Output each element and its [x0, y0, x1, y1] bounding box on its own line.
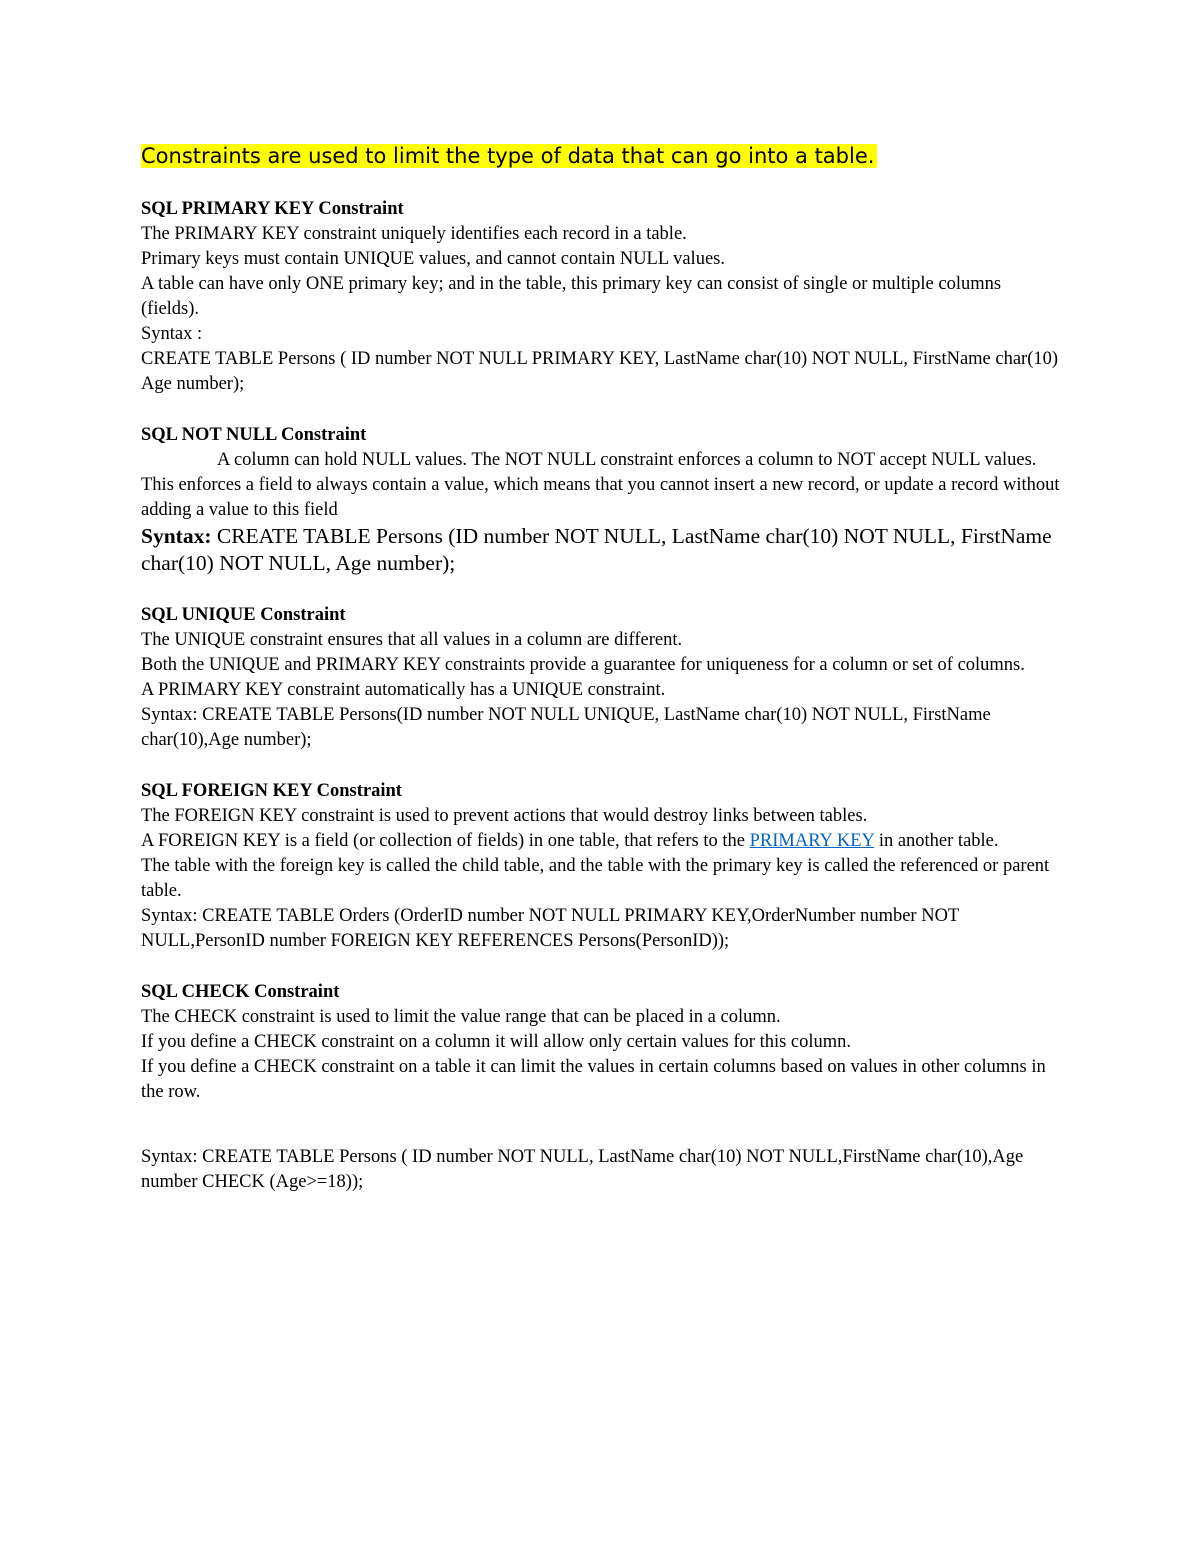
- primary-key-line-1: The PRIMARY KEY constraint uniquely identifies each record in a table.: [141, 224, 687, 244]
- foreign-key-line-2-after: in another table.: [874, 831, 999, 851]
- foreign-key-line-2-before: A FOREIGN KEY is a field (or collection of fields) in one table, that refers to the: [141, 831, 750, 851]
- foreign-key-heading: SQL FOREIGN KEY Constraint: [141, 781, 402, 801]
- unique-line-1: The UNIQUE constraint ensures that all values in a column are different.: [141, 630, 683, 650]
- unique-line-3: A PRIMARY KEY constraint automatically has a UNIQUE constraint.: [141, 680, 666, 700]
- not-null-heading: SQL NOT NULL Constraint: [141, 425, 367, 445]
- not-null-syntax-label: Syntax:: [141, 524, 212, 548]
- intro-line: [141, 141, 1061, 171]
- section-primary-key: [141, 197, 1061, 397]
- not-null-paragraph: A column can hold NULL values. The NOT NULL constraint enforces a column to NOT accept NULL values. This enforces a field to always contain a value, which means that you cannot insert a new record, or update a record without adding a value to this field: [141, 450, 1060, 520]
- primary-key-link[interactable]: PRIMARY KEY: [749, 831, 875, 851]
- section-not-null: [141, 423, 1061, 577]
- document-body: [141, 141, 1061, 1221]
- check-line-2: If you define a CHECK constraint on a column it will allow only certain values for this column.: [141, 1032, 852, 1052]
- highlighted-intro: Constraints are used to limit the type of data that can go into a table.: [141, 144, 877, 168]
- primary-key-syntax: CREATE TABLE Persons ( ID number NOT NULL PRIMARY KEY, LastName char(10) NOT NULL, FirstName char(10) Age number);: [141, 349, 1059, 394]
- not-null-syntax: [141, 523, 1061, 577]
- unique-line-2: Both the UNIQUE and PRIMARY KEY constraints provide a guarantee for uniqueness for a column or set of columns.: [141, 655, 1025, 675]
- unique-syntax: Syntax: CREATE TABLE Persons(ID number NOT NULL UNIQUE, LastName char(10) NOT NULL, FirstName char(10),Age number);: [141, 705, 991, 750]
- primary-key-line-3: A table can have only ONE primary key; and in the table, this primary key can consist of single or multiple columns (fields).: [141, 274, 1002, 319]
- unique-heading: SQL UNIQUE Constraint: [141, 605, 346, 625]
- primary-key-syntax-label: Syntax :: [141, 324, 203, 344]
- section-foreign-key: [141, 779, 1061, 954]
- primary-key-line-2: Primary keys must contain UNIQUE values, and cannot contain NULL values.: [141, 249, 725, 269]
- section-unique: [141, 603, 1061, 753]
- not-null-syntax-text: CREATE TABLE Persons (ID number NOT NULL, LastName char(10) NOT NULL, FirstName char(10) NOT NULL, Age number);: [141, 524, 1052, 575]
- foreign-key-line-2: [141, 829, 1061, 854]
- check-heading: SQL CHECK Constraint: [141, 982, 340, 1002]
- check-line-3: If you define a CHECK constraint on a table it can limit the values in certain columns based on values in other columns in the row.: [141, 1057, 1046, 1102]
- check-syntax: Syntax: CREATE TABLE Persons ( ID number NOT NULL, LastName char(10) NOT NULL,FirstName char(10),Age number CHECK (Age>=18));: [141, 1147, 1024, 1192]
- spacer: [141, 1105, 1061, 1145]
- primary-key-heading: SQL PRIMARY KEY Constraint: [141, 199, 404, 219]
- foreign-key-line-3: The table with the foreign key is called the child table, and the table with the primary key is called the referenced or parent table.: [141, 856, 1050, 901]
- section-check: [141, 980, 1061, 1195]
- foreign-key-syntax: Syntax: CREATE TABLE Orders (OrderID number NOT NULL PRIMARY KEY,OrderNumber number NOT NULL,PersonID number FOREIGN KEY REFERENCES Persons(PersonID));: [141, 906, 959, 951]
- foreign-key-line-1: The FOREIGN KEY constraint is used to prevent actions that would destroy links between tables.: [141, 806, 868, 826]
- check-line-1: The CHECK constraint is used to limit the value range that can be placed in a column.: [141, 1007, 781, 1027]
